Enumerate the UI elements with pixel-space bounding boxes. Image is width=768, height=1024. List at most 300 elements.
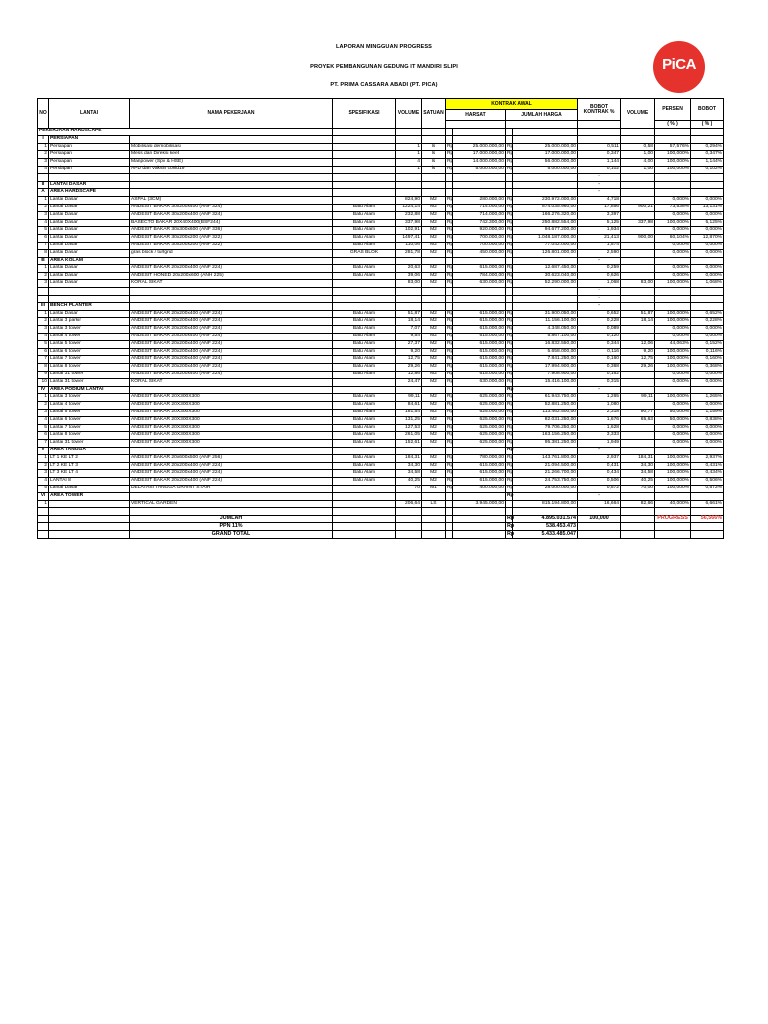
row-volume-progress: 184,31 bbox=[621, 455, 655, 463]
table-row bbox=[38, 439, 724, 447]
row-harsat: 25.000.000,00 bbox=[453, 143, 506, 151]
row-satuan: ls bbox=[422, 151, 446, 159]
row-number: 1 bbox=[38, 455, 49, 463]
row-persen: 57,576% bbox=[655, 143, 691, 151]
row-harsat-currency: Rp bbox=[446, 310, 453, 318]
row-harsat-currency: Rp bbox=[446, 242, 453, 250]
row-bobot: 0,000% bbox=[691, 432, 724, 440]
row-volume-progress: 90,77 bbox=[621, 409, 655, 417]
row-lantai: Lantai Dasar bbox=[49, 485, 130, 493]
row-jumlah-harga: 52.290.000,00 bbox=[513, 280, 578, 288]
table-row bbox=[38, 401, 724, 409]
row-harsat-currency: Rp bbox=[446, 234, 453, 242]
row-harsat: 714.000,00 bbox=[453, 204, 506, 212]
row-volume: 24,47 bbox=[396, 379, 422, 387]
total-value: 4.895.031.574 bbox=[513, 515, 578, 523]
row-number: 10 bbox=[38, 379, 49, 387]
row-harsat: 615.000,00 bbox=[453, 318, 506, 326]
row-persen: 0,000% bbox=[655, 333, 691, 341]
col-persen-unit: ( % ) bbox=[655, 121, 691, 129]
spacer-row bbox=[38, 508, 724, 516]
row-jumlah-harga: 52.881.250,00 bbox=[513, 401, 578, 409]
row-volume-progress: 18,14 bbox=[621, 318, 655, 326]
row-volume: 1 bbox=[396, 166, 422, 174]
row-volume-progress bbox=[621, 326, 655, 334]
table-row bbox=[38, 424, 724, 432]
row-persen: 0,000% bbox=[655, 439, 691, 447]
row-spesifikasi: Batu Alam bbox=[333, 272, 396, 280]
table-row bbox=[38, 310, 724, 318]
table-row bbox=[38, 462, 724, 470]
report-title: LAPORAN MINGGUAN PROGRESS bbox=[335, 44, 433, 50]
row-jumlah-currency: Rp bbox=[506, 219, 513, 227]
col-spesifikasi: SPESIFIKASI bbox=[333, 99, 396, 129]
row-lantai: Lantai 4 tower bbox=[49, 401, 130, 409]
row-satuan: M2 bbox=[422, 212, 446, 220]
row-lantai: Lantai Dasar bbox=[49, 196, 130, 204]
row-harsat-currency: Rp bbox=[446, 219, 453, 227]
row-bobot: 0,000% bbox=[691, 401, 724, 409]
row-jumlah-harga: 5.000.000,00 bbox=[513, 166, 578, 174]
row-number: 3 bbox=[38, 212, 49, 220]
group-row bbox=[38, 447, 724, 455]
row-persen: 50,000% bbox=[655, 409, 691, 417]
row-pekerjaan: KORAL SIKAT bbox=[130, 280, 333, 288]
group-bobot: - bbox=[578, 257, 621, 265]
row-pekerjaan: ANDESIT BAKAR 20X300X300 bbox=[130, 432, 333, 440]
row-jumlah-currency: Rp bbox=[506, 348, 513, 356]
row-harsat: 625.000,00 bbox=[453, 439, 506, 447]
row-volume-progress bbox=[621, 265, 655, 273]
row-harsat: 615.000,00 bbox=[453, 356, 506, 364]
row-pekerjaan: ANDESIT BAKAR 20X300X300 bbox=[130, 394, 333, 402]
row-persen: 0,000% bbox=[655, 379, 691, 387]
row-persen: 50,000% bbox=[655, 417, 691, 425]
progress-label: PROGRESS bbox=[655, 515, 691, 523]
table-row bbox=[38, 326, 724, 334]
row-spesifikasi: Batu Alam bbox=[333, 477, 396, 485]
group-label: AREA KOLAM bbox=[49, 257, 130, 265]
row-spesifikasi: Batu Alam bbox=[333, 265, 396, 273]
row-lantai: Persiapan bbox=[49, 143, 130, 151]
row-volume: 152,61 bbox=[396, 439, 422, 447]
row-harsat-currency: Rp bbox=[446, 455, 453, 463]
row-jumlah-harga: 163.156.250,00 bbox=[513, 432, 578, 440]
group-number: III bbox=[38, 303, 49, 311]
table-row bbox=[38, 227, 724, 235]
row-harsat-currency: Rp bbox=[446, 227, 453, 235]
row-bobot: 0,652% bbox=[691, 310, 724, 318]
row-harsat-currency: Rp bbox=[446, 371, 453, 379]
row-jumlah-currency: Rp bbox=[506, 371, 513, 379]
col-nama-pekerjaan: NAMA PEKERJAAN bbox=[130, 99, 333, 129]
table-row bbox=[38, 158, 724, 166]
table-row bbox=[38, 485, 724, 493]
row-jumlah-currency: Rp bbox=[506, 432, 513, 440]
table-row bbox=[38, 265, 724, 273]
row-spesifikasi: Batu Alam bbox=[333, 439, 396, 447]
row-pekerjaan: ANDESIT BAKAR 20x200x400 (ANF 224) bbox=[130, 348, 333, 356]
row-harsat: 280.000,00 bbox=[453, 196, 506, 204]
row-bobot: 0,000% bbox=[691, 250, 724, 258]
row-lantai: Lantai Dasar bbox=[49, 204, 130, 212]
row-number: 6 bbox=[38, 432, 49, 440]
section-label: PEKERJAAN HARDSCAPE bbox=[38, 128, 333, 136]
row-jumlah-currency: Rp bbox=[506, 250, 513, 258]
row-bobot-kontrak: 0,259 bbox=[578, 265, 621, 273]
row-volume-progress: 40,25 bbox=[621, 477, 655, 485]
row-jumlah-harga: 143.761.800,00 bbox=[513, 455, 578, 463]
row-harsat-currency: Rp bbox=[446, 364, 453, 372]
row-lantai: Lantai 31 tower bbox=[49, 371, 130, 379]
row-spesifikasi bbox=[333, 485, 396, 493]
row-harsat: 17.000.000,00 bbox=[453, 151, 506, 159]
row-jumlah-harga: 7.908.900,00 bbox=[513, 371, 578, 379]
row-bobot-kontrak: 17,856 bbox=[578, 204, 621, 212]
row-harsat-currency: Rp bbox=[446, 204, 453, 212]
row-volume: 206,64 bbox=[396, 500, 422, 508]
row-pekerjaan: gras block / turfgrid bbox=[130, 250, 333, 258]
row-spesifikasi: Batu Alam bbox=[333, 371, 396, 379]
group-row bbox=[38, 386, 724, 394]
row-jumlah-harga: 56.000.000,00 bbox=[513, 158, 578, 166]
group-number: IV bbox=[38, 386, 49, 394]
row-volume: 824,90 bbox=[396, 196, 422, 204]
row-harsat-currency bbox=[446, 500, 453, 508]
row-harsat-currency: Rp bbox=[446, 485, 453, 493]
row-satuan: M2 bbox=[422, 333, 446, 341]
table-row bbox=[38, 166, 724, 174]
row-persen: 40,000% bbox=[655, 500, 691, 508]
row-harsat: 5.000.000,00 bbox=[453, 166, 506, 174]
row-bobot-kontrak: 0,160 bbox=[578, 356, 621, 364]
row-harsat: 450.000,00 bbox=[453, 250, 506, 258]
row-harsat: 780.000,00 bbox=[453, 455, 506, 463]
row-satuan: M2 bbox=[422, 371, 446, 379]
row-lantai: Lantai Dasar bbox=[49, 265, 130, 273]
row-pekerjaan: ASPAL (3CM) bbox=[130, 196, 333, 204]
row-volume-progress bbox=[621, 379, 655, 387]
group-currency: Rp bbox=[506, 447, 513, 455]
row-harsat: 630.000,00 bbox=[453, 379, 506, 387]
row-harsat-currency: Rp bbox=[446, 158, 453, 166]
row-jumlah-harga: 7.841.250,00 bbox=[513, 356, 578, 364]
progress-value: 56,566% bbox=[691, 515, 724, 523]
row-pekerjaan: ANDESIT BAKAR 20X300X300 bbox=[130, 401, 333, 409]
row-satuan: ls bbox=[422, 158, 446, 166]
row-jumlah-harga: 5.658.000,00 bbox=[513, 348, 578, 356]
row-harsat-currency: Rp bbox=[446, 333, 453, 341]
row-harsat-currency: Rp bbox=[446, 272, 453, 280]
row-harsat-currency: Rp bbox=[446, 409, 453, 417]
table-row bbox=[38, 234, 724, 242]
row-bobot: 0,000% bbox=[691, 326, 724, 334]
row-bobot-kontrak: 3,333 bbox=[578, 432, 621, 440]
row-jumlah-harga: 11.156.100,00 bbox=[513, 318, 578, 326]
row-persen: 0,000% bbox=[655, 250, 691, 258]
row-jumlah-currency: Rp bbox=[506, 356, 513, 364]
row-harsat-currency: Rp bbox=[446, 394, 453, 402]
row-satuan: M2 bbox=[422, 272, 446, 280]
row-volume: 127,53 bbox=[396, 424, 422, 432]
row-persen: 100,000% bbox=[655, 477, 691, 485]
row-bobot-kontrak: 0,572 bbox=[578, 485, 621, 493]
row-harsat-currency: Rp bbox=[446, 196, 453, 204]
row-volume: 337,98 bbox=[396, 219, 422, 227]
row-harsat: 615.000,00 bbox=[453, 348, 506, 356]
row-bobot-kontrak: 0,434 bbox=[578, 470, 621, 478]
row-harsat: 615.000,00 bbox=[453, 462, 506, 470]
row-volume: 34,58 bbox=[396, 470, 422, 478]
row-harsat: 742.300,00 bbox=[453, 219, 506, 227]
group-label: BENCH PLANTER bbox=[49, 303, 130, 311]
row-spesifikasi bbox=[333, 166, 396, 174]
row-pekerjaan: KORAL SIKAT bbox=[130, 379, 333, 387]
row-lantai: Persiapan bbox=[49, 151, 130, 159]
row-volume-progress: 1,00 bbox=[621, 166, 655, 174]
project-name: PROYEK PEMBANGUNAN GEDUNG IT MANDIRI SLIPI bbox=[310, 64, 458, 70]
row-bobot: 13,131% bbox=[691, 204, 724, 212]
row-bobot: 0,000% bbox=[691, 439, 724, 447]
row-volume-progress bbox=[621, 401, 655, 409]
row-volume: 51,87 bbox=[396, 310, 422, 318]
table-row bbox=[38, 477, 724, 485]
row-volume: 261,05 bbox=[396, 432, 422, 440]
row-bobot: 1,159% bbox=[691, 409, 724, 417]
row-jumlah-currency: Rp bbox=[506, 333, 513, 341]
row-harsat: 625.000,00 bbox=[453, 424, 506, 432]
col-volume: VOLUME bbox=[396, 99, 422, 129]
table-body bbox=[38, 128, 724, 515]
row-bobot: 0,228% bbox=[691, 318, 724, 326]
row-spesifikasi: Batu Alam bbox=[333, 455, 396, 463]
row-lantai: Lantai Dasar bbox=[49, 272, 130, 280]
row-jumlah-harga: 30.623.040,00 bbox=[513, 272, 578, 280]
row-satuan: M2 bbox=[422, 470, 446, 478]
row-harsat-currency: Rp bbox=[446, 432, 453, 440]
row-bobot-kontrak: 0,347 bbox=[578, 151, 621, 159]
row-jumlah-currency: Rp bbox=[506, 401, 513, 409]
table-row bbox=[38, 455, 724, 463]
row-spesifikasi: Batu Alam bbox=[333, 219, 396, 227]
table-totals bbox=[38, 515, 724, 538]
row-persen: 100,000% bbox=[655, 166, 691, 174]
row-bobot: 0,434% bbox=[691, 470, 724, 478]
row-pekerjaan: ANDESIT BAKAR 20x200x400 (ANF 224) bbox=[130, 318, 333, 326]
row-satuan: M2 bbox=[422, 318, 446, 326]
row-spesifikasi bbox=[333, 143, 396, 151]
row-jumlah-harga: 17.994.900,00 bbox=[513, 364, 578, 372]
row-lantai: Lantai 5 tower bbox=[49, 409, 130, 417]
row-harsat-currency: Rp bbox=[446, 212, 453, 220]
col-no: NO bbox=[38, 99, 49, 129]
row-jumlah-harga: 28.000.000,00 bbox=[513, 485, 578, 493]
row-spesifikasi: Batu Alam bbox=[333, 310, 396, 318]
row-pekerjaan: ANDESIT BAKAR 20x200x400 (ANF 224) bbox=[130, 364, 333, 372]
row-satuan: M2 bbox=[422, 341, 446, 349]
table-row bbox=[38, 250, 724, 258]
row-satuan: M2 bbox=[422, 234, 446, 242]
row-number: 1 bbox=[38, 196, 49, 204]
row-lantai bbox=[49, 500, 130, 508]
row-satuan: M2 bbox=[422, 477, 446, 485]
row-lantai: Persiapan bbox=[49, 158, 130, 166]
group-label: AREA HARDSCAPE bbox=[49, 189, 130, 197]
row-harsat: 625.000,00 bbox=[453, 409, 506, 417]
row-volume-progress: 1,00 bbox=[621, 151, 655, 159]
row-pekerjaan: ANDESIT HONED 20x200x600 (ANH 225) bbox=[130, 272, 333, 280]
row-jumlah-currency: Rp bbox=[506, 280, 513, 288]
row-jumlah-harga: 126.801.000,00 bbox=[513, 250, 578, 258]
row-volume-progress: 51,87 bbox=[621, 310, 655, 318]
spacer-bobot bbox=[578, 508, 621, 516]
row-number: 4 bbox=[38, 166, 49, 174]
group-label: AREA PODIUM LANTAI bbox=[49, 386, 130, 394]
table-row bbox=[38, 379, 724, 387]
row-jumlah-currency: Rp bbox=[506, 394, 513, 402]
row-jumlah-harga: 95.381.250,00 bbox=[513, 439, 578, 447]
row-jumlah-harga: 21.094.500,00 bbox=[513, 462, 578, 470]
row-number: 1 bbox=[38, 500, 49, 508]
row-lantai: LT 3 KE LT 4 bbox=[49, 470, 130, 478]
row-volume-progress: 9,20 bbox=[621, 348, 655, 356]
row-harsat: 784.000,00 bbox=[453, 272, 506, 280]
row-volume-progress bbox=[621, 212, 655, 220]
progress-table bbox=[37, 98, 724, 539]
row-satuan: M2 bbox=[422, 265, 446, 273]
row-jumlah-harga: 250.882.554,00 bbox=[513, 219, 578, 227]
row-spesifikasi: Batu Alam bbox=[333, 227, 396, 235]
row-jumlah-harga: 61.943.750,00 bbox=[513, 394, 578, 402]
row-pekerjaan: BASECTO BAKAR 20X40X400(BSF244) bbox=[130, 219, 333, 227]
row-spesifikasi: Batu Alam bbox=[333, 348, 396, 356]
row-bobot-kontrak: 0,511 bbox=[578, 143, 621, 151]
table-row bbox=[38, 242, 724, 250]
row-harsat: 625.000,00 bbox=[453, 417, 506, 425]
col-bobot-kontrak: BOBOT KONTRAK % bbox=[578, 99, 621, 121]
row-volume: 18,14 bbox=[396, 318, 422, 326]
row-persen: 100,000% bbox=[655, 151, 691, 159]
row-bobot: 0,116% bbox=[691, 348, 724, 356]
row-satuan: M2 bbox=[422, 462, 446, 470]
grand-total-currency: Rp bbox=[507, 530, 515, 537]
row-number: 8 bbox=[38, 364, 49, 372]
row-bobot-kontrak: 0,102 bbox=[578, 166, 621, 174]
row-persen: 60,104% bbox=[655, 234, 691, 242]
row-persen: 100,000% bbox=[655, 356, 691, 364]
row-volume-progress bbox=[621, 424, 655, 432]
row-lantai: Lantai Dasar bbox=[49, 250, 130, 258]
row-number: 6 bbox=[38, 234, 49, 242]
row-bobot-kontrak: 4,718 bbox=[578, 196, 621, 204]
row-bobot: 2,937% bbox=[691, 455, 724, 463]
row-satuan: M2 bbox=[422, 409, 446, 417]
group-bobot: - bbox=[578, 493, 621, 501]
row-harsat: 615.000,00 bbox=[453, 371, 506, 379]
row-spesifikasi: Batu Alam bbox=[333, 470, 396, 478]
group-label: AREA TANGGA bbox=[49, 447, 130, 455]
row-harsat: 400.000,00 bbox=[453, 485, 506, 493]
row-jumlah-harga: 31.900.050,00 bbox=[513, 310, 578, 318]
row-lantai: Lantai Dasar bbox=[49, 280, 130, 288]
row-jumlah-harga: 12.687.450,00 bbox=[513, 265, 578, 273]
row-volume: 40,25 bbox=[396, 477, 422, 485]
row-persen: 100,000% bbox=[655, 455, 691, 463]
row-bobot-kontrak: 0,652 bbox=[578, 310, 621, 318]
row-bobot: 0,506% bbox=[691, 477, 724, 485]
row-spesifikasi: Batu Alam bbox=[333, 333, 396, 341]
row-bobot-kontrak: 0,228 bbox=[578, 318, 621, 326]
row-jumlah-harga: 17.000.000,00 bbox=[513, 151, 578, 159]
row-jumlah-currency: Rp bbox=[506, 204, 513, 212]
table-row bbox=[38, 143, 724, 151]
row-persen: 100,000% bbox=[655, 219, 691, 227]
row-persen: 0,000% bbox=[655, 424, 691, 432]
row-volume-progress: 0,58 bbox=[621, 143, 655, 151]
row-spesifikasi: Batu Alam bbox=[333, 341, 396, 349]
col-bobot: BOBOT bbox=[691, 99, 724, 121]
row-volume: 29,26 bbox=[396, 364, 422, 372]
row-bobot-kontrak: 0,120 bbox=[578, 333, 621, 341]
group-number: B bbox=[38, 257, 49, 265]
row-satuan: M2 bbox=[422, 204, 446, 212]
row-jumlah-harga: 5.867.100,00 bbox=[513, 333, 578, 341]
row-harsat: 625.000,00 bbox=[453, 432, 506, 440]
row-pekerjaan: DELATASI TANGGA GRAINT STAIR bbox=[130, 485, 333, 493]
row-lantai: Lantai Dasar bbox=[49, 242, 130, 250]
row-bobot: 0,000% bbox=[691, 227, 724, 235]
row-persen: 100,000% bbox=[655, 280, 691, 288]
row-satuan: M2 bbox=[422, 310, 446, 318]
row-pekerjaan: VERTICAL GARDEN bbox=[130, 500, 333, 508]
row-bobot: 0,572% bbox=[691, 485, 724, 493]
row-bobot: 0,000% bbox=[691, 333, 724, 341]
row-persen: 0,000% bbox=[655, 227, 691, 235]
table-row bbox=[38, 212, 724, 220]
row-jumlah-currency: Rp bbox=[506, 242, 513, 250]
group-number: V bbox=[38, 447, 49, 455]
row-harsat: 700.000,00 bbox=[453, 234, 506, 242]
row-lantai: Lantai 7 tower bbox=[49, 356, 130, 364]
row-pekerjaan: ANDESIT BAKAR 20x200x400 (ANF 224) bbox=[130, 326, 333, 334]
table-row bbox=[38, 432, 724, 440]
row-jumlah-currency: Rp bbox=[506, 227, 513, 235]
row-spesifikasi bbox=[333, 500, 396, 508]
row-harsat-currency: Rp bbox=[446, 151, 453, 159]
row-jumlah-harga: 82.031.250,00 bbox=[513, 417, 578, 425]
row-harsat: 3.945.000,00 bbox=[453, 500, 506, 508]
table-row bbox=[38, 371, 724, 379]
row-persen: 73,538% bbox=[655, 204, 691, 212]
row-spesifikasi: Batu Alam bbox=[333, 409, 396, 417]
row-bobot-kontrak: 0,116 bbox=[578, 348, 621, 356]
section-row bbox=[38, 128, 724, 136]
col-volume-progress: VOLUME bbox=[621, 99, 655, 129]
row-jumlah-currency: Rp bbox=[506, 326, 513, 334]
group-number: A bbox=[38, 189, 49, 197]
row-jumlah-currency: Rp bbox=[506, 166, 513, 174]
row-number: 1 bbox=[38, 394, 49, 402]
row-pekerjaan: ANDESIT BAKAR 20x200x400 (ANF 224) bbox=[130, 310, 333, 318]
row-lantai: Lantai 6 tower bbox=[49, 417, 130, 425]
group-currency: Rp bbox=[506, 493, 513, 501]
row-jumlah-harga: 15.416.100,00 bbox=[513, 379, 578, 387]
row-number: 1 bbox=[38, 265, 49, 273]
row-persen: 0,000% bbox=[655, 432, 691, 440]
row-harsat-currency: Rp bbox=[446, 143, 453, 151]
row-volume: 181,54 bbox=[396, 409, 422, 417]
row-pekerjaan: ANDESIT BAKAR 20x200x400 (ANF 224) bbox=[130, 462, 333, 470]
